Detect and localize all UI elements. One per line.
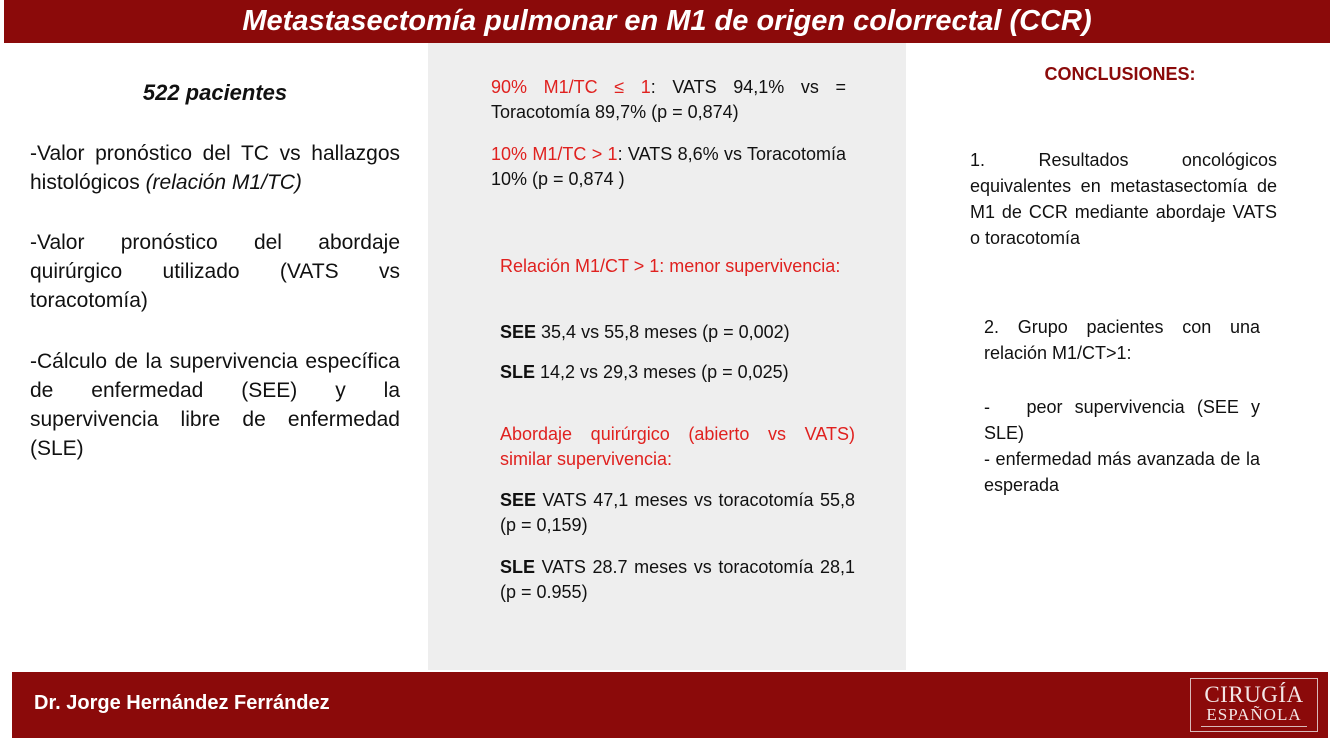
sle-label-1: SLE [500, 362, 536, 382]
author-name: Dr. Jorge Hernández Ferrández [34, 692, 330, 714]
title-bar [4, 0, 1330, 43]
mid-para-1 [491, 75, 846, 125]
see-text-2: VATS 47,1 meses vs toracotomía 55,8 (p = 0,159) [500, 490, 855, 535]
conclusion-2a: - peor supervivencia (SEE y SLE) [984, 397, 1266, 443]
mid-para-2 [491, 142, 846, 192]
journal-logo [1182, 672, 1328, 738]
page-title: Metastasectomía pulmonar en M1 de origen colorrectal (CCR) [242, 5, 1092, 37]
logo-line-2: ESPAÑOLA [1206, 704, 1302, 724]
mid-para-2-rest: : VATS 8,6% vs Toracotomía 10% (p = 0,874 ) [491, 144, 846, 189]
see-label-1: SEE [500, 322, 537, 342]
left-item-2: -Valor pronóstico del abordaje quirúrgico utilizado (VATS vs toracotomía) [30, 231, 400, 312]
sle-result-1 [500, 360, 855, 385]
left-item-1-italic: (relación M1/TC) [145, 171, 302, 194]
sle-result-2 [500, 555, 855, 605]
see-result-1 [500, 320, 855, 345]
see-result-2 [500, 488, 855, 538]
sle-text-2: VATS 28.7 meses vs toracotomía 28,1 (p = 0.955) [500, 557, 855, 602]
left-item-3: -Cálculo de la supervivencia específica de enfermedad (SEE) y la supervivencia libre de enfermedad (SLE) [30, 350, 400, 460]
mid-para-1-rest: : VATS 94,1% vs = Toracotomía 89,7% (p = 0,874) [491, 77, 846, 122]
mid-para-3: Relación M1/CT > 1: menor supervivencia: [500, 256, 841, 276]
mid-para-1-red: 90% M1/TC ≤ 1 [491, 77, 651, 97]
patients-heading: 522 pacientes [142, 80, 288, 105]
journal-logo-frame [1190, 678, 1318, 732]
see-text-1: 35,4 vs 55,8 meses (p = 0,002) [536, 322, 790, 342]
sle-text-1: 14,2 vs 29,3 meses (p = 0,025) [535, 362, 789, 382]
conclusion-2b: - enfermedad más avanzada de la esperada [984, 449, 1260, 495]
logo-line-1: CIRUGÍA [1204, 681, 1304, 707]
left-item-1 [30, 139, 400, 197]
conclusions-heading: CONCLUSIONES: [1044, 64, 1196, 84]
footer [0, 670, 1333, 743]
sle-label-2: SLE [500, 557, 536, 577]
left-item-1-text: -Valor pronóstico del TC vs hallazgos histológicos [30, 142, 400, 194]
see-label-2: SEE [500, 490, 537, 510]
mid-para-4: Abordaje quirúrgico (abierto vs VATS) similar supervivencia: [500, 424, 855, 469]
conclusion-1: 1. Resultados oncológicos equivalentes en metastasectomía de M1 de CCR mediante abordaje VATS o toracotomía [970, 150, 1277, 248]
conclusion-2: 2. Grupo pacientes con una relación M1/CT>1: [984, 317, 1260, 363]
logo-rule [1201, 726, 1307, 727]
mid-para-2-red: 10% M1/TC > 1 [491, 144, 618, 164]
